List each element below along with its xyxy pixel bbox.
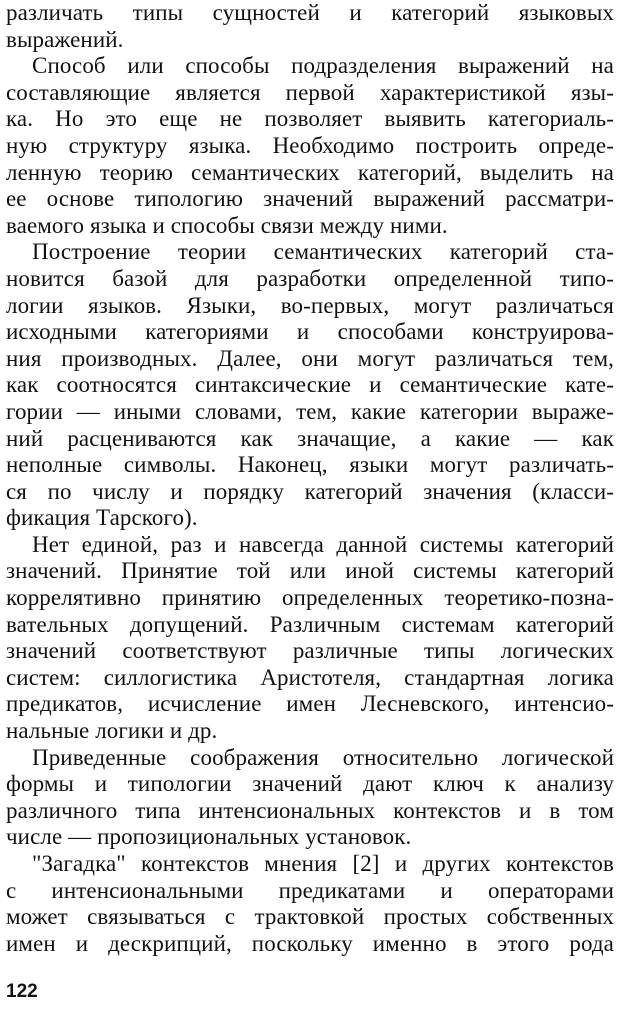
text-line: различать типы сущностей и категорий языковых [6,0,614,25]
text-line: ленную теорию семантических категорий, выделить на [6,159,614,185]
text-line: коррелятивно принятию определенных теоретико-позна- [6,585,614,611]
page-number: 122 [6,981,38,1002]
text-body [6,0,614,957]
paragraph [6,239,614,532]
text-line: значений. Принятие той или иной системы категорий [6,558,614,584]
text-line: ваемого языка и способы связи между ними. [6,212,448,238]
paragraph [6,745,614,851]
text-line: систем: силлогистика Аристотеля, стандартная логика [6,664,614,690]
text-line: с интенсиональными предикатами и операторами [6,877,614,903]
text-line: различного типа интенсиональных контекстов и в том [6,797,614,823]
text-line: ся по числу и порядку категорий значения (класси- [6,478,614,504]
book-page [6,0,614,1014]
text-line: фикация Тарского). [6,505,198,531]
text-line: нальные логики и др. [6,718,218,744]
text-line: гории — иными словами, тем, какие категории выраже- [6,398,614,424]
paragraph [6,851,614,957]
text-line: значений соответствуют различные типы логических [6,638,614,664]
text-line: новится базой для разработки определенной типо- [6,265,614,291]
text-line: Приведенные соображения относительно логической [32,744,614,770]
text-line: ка. Но это еще не позволяет выявить категориаль- [6,106,614,132]
text-line: вательных допущений. Различным системам категорий [6,611,614,637]
paragraph [6,532,614,745]
paragraph [6,0,614,53]
text-line: "Загадка" контекстов мнения [2] и других контекстов [32,851,614,876]
text-line: имен и дескрипций, поскольку именно в этого рода [6,930,614,956]
text-line: неполные символы. Наконец, языки могут различать- [6,452,614,478]
text-line: Нет единой, раз и навсегда данной системы категорий [32,531,614,557]
text-line: ее основе типологию значений выражений рассматри- [6,186,614,212]
text-line: предикатов, исчисление имен Лесневского, интенсио- [6,691,614,717]
paragraph [6,53,614,239]
text-line: числе — пропозициональных установок. [6,824,412,850]
text-line: ную структуру языка. Необходимо построить опреде- [6,132,614,158]
text-line: формы и типологии значений дают ключ к анализу [6,771,614,797]
text-line: ний расцениваются как значащие, а какие — как [6,425,614,451]
text-line: как соотносятся синтаксические и семантические кате- [6,372,614,398]
text-line: составляющие является первой характеристикой язы- [6,79,614,105]
text-line: выражений. [6,26,124,52]
text-line: Построение теории семантических категорий ста- [32,239,614,265]
text-line: ния производных. Далее, они могут различаться тем, [6,345,614,371]
text-line: может связываться с трактовкой простых собственных [6,904,614,930]
text-line: логии языков. Языки, во-первых, могут различаться [6,292,614,318]
text-line: Способ или способы подразделения выражений на [32,53,614,79]
text-line: исходными категориями и способами конструирова- [6,319,614,345]
